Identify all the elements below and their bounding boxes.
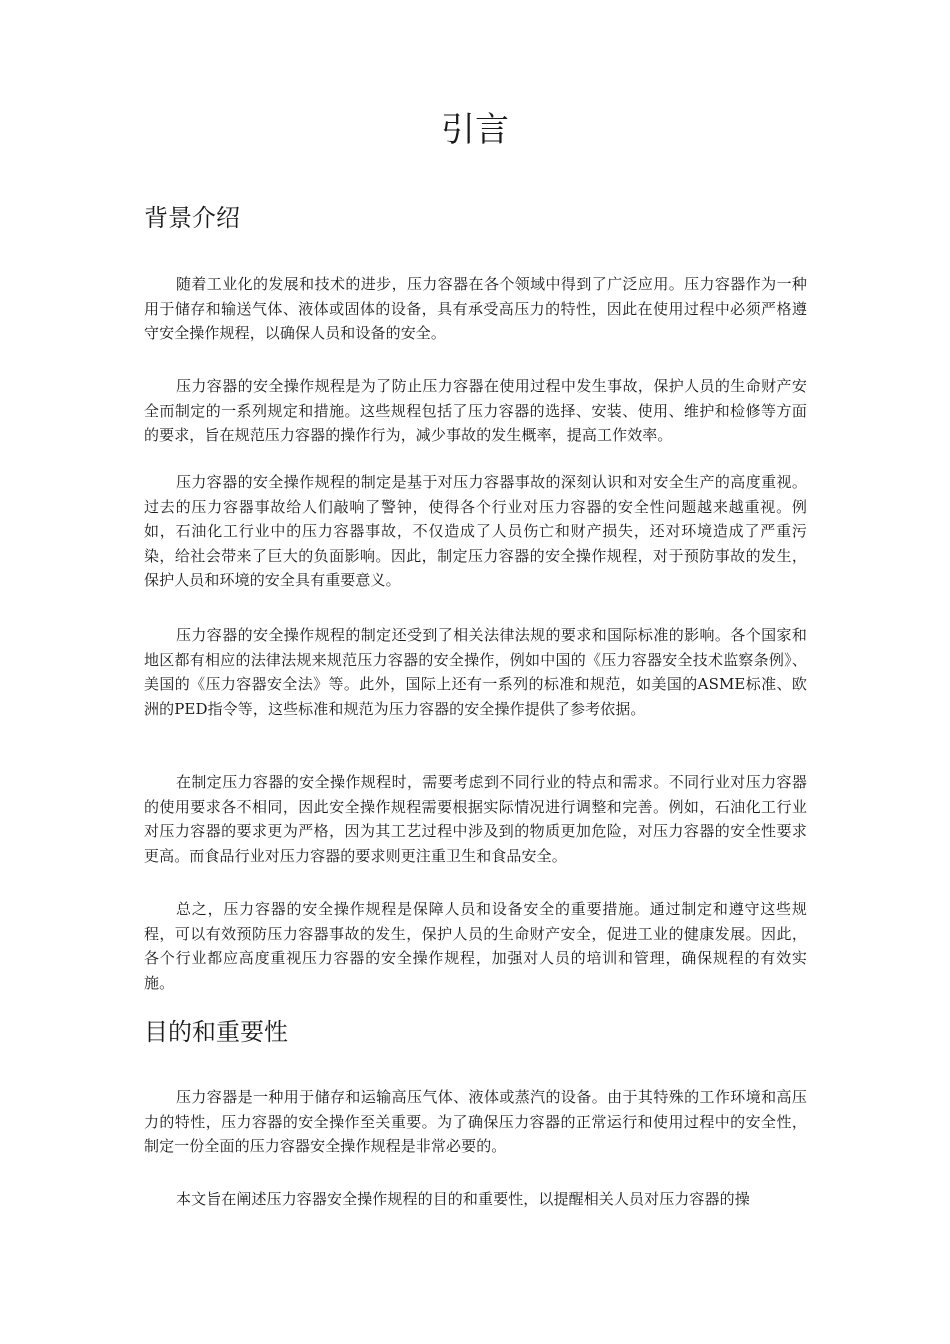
paragraph: 本文旨在阐述压力容器安全操作规程的目的和重要性，以提醒相关人员对压力容器的操 — [176, 1190, 750, 1208]
section-heading-background: 背景介绍 — [144, 204, 240, 232]
paragraph: 总之，压力容器的安全操作规程是保障人员和设备安全的重要措施。通过制定和遵守这些规程，可以有效预防压力容器事故的发生，保护人员的生命财产安全，促进工业的健康发展。因此，各个行业都应高度重视压力容器的安全操作规程，加强对人员的培训和管理，确保规程的有效实施。 — [144, 900, 807, 992]
document-title: 引言 — [441, 110, 509, 150]
paragraph: 压力容器的安全操作规程的制定是基于对压力容器事故的深刻认识和对安全生产的高度重视。过去的压力容器事故给人们敲响了警钟，使得各个行业对压力容器的安全性问题越来越重视。例如，石油化工行业中的压力容器事故，不仅造成了人员伤亡和财产损失，还对环境造成了严重污染，给社会带来了巨大的负面影响。因此，制定压力容器的安全操作规程，对于预防事故的发生，保护人员和环境的安全具有重要意义。 — [144, 473, 807, 589]
paragraph: 压力容器的安全操作规程是为了防止压力容器在使用过程中发生事故，保护人员的生命财产安全而制定的一系列规定和措施。这些规程包括了压力容器的选择、安装、使用、维护和检修等方面的要求，旨在规范压力容器的操作行为，减少事故的发生概率，提高工作效率。 — [144, 377, 807, 444]
paragraph: 压力容器是一种用于储存和运输高压气体、液体或蒸汽的设备。由于其特殊的工作环境和高压力的特性，压力容器的安全操作至关重要。为了确保压力容器的正常运行和使用过程中的安全性，制定一份全面的压力容器安全操作规程是非常必要的。 — [144, 1088, 807, 1155]
paragraph: 随着工业化的发展和技术的进步，压力容器在各个领域中得到了广泛应用。压力容器作为一种用于储存和输送气体、液体或固体的设备，具有承受高压力的特性，因此在使用过程中必须严格遵守安全操作规程，以确保人员和设备的安全。 — [144, 275, 807, 342]
section-heading-purpose: 目的和重要性 — [144, 1018, 288, 1046]
paragraph: 压力容器的安全操作规程的制定还受到了相关法律法规的要求和国际标准的影响。各个国家和地区都有相应的法律法规来规范压力容器的安全操作，例如中国的《压力容器安全技术监察条例》、美国的《压力容器安全法》等。此外，国际上还有一系列的标准和规范，如美国的ASME标准、欧洲的PED指令等，这些标准和规范为压力容器的安全操作提供了参考依据。 — [144, 626, 807, 718]
paragraph: 在制定压力容器的安全操作规程时，需要考虑到不同行业的特点和需求。不同行业对压力容器的使用要求各不相同，因此安全操作规程需要根据实际情况进行调整和完善。例如，石油化工行业对压力容器的要求更为严格，因为其工艺过程中涉及到的物质更加危险，对压力容器的安全性要求更高。而食品行业对压力容器的要求则更注重卫生和食品安全。 — [144, 773, 807, 865]
